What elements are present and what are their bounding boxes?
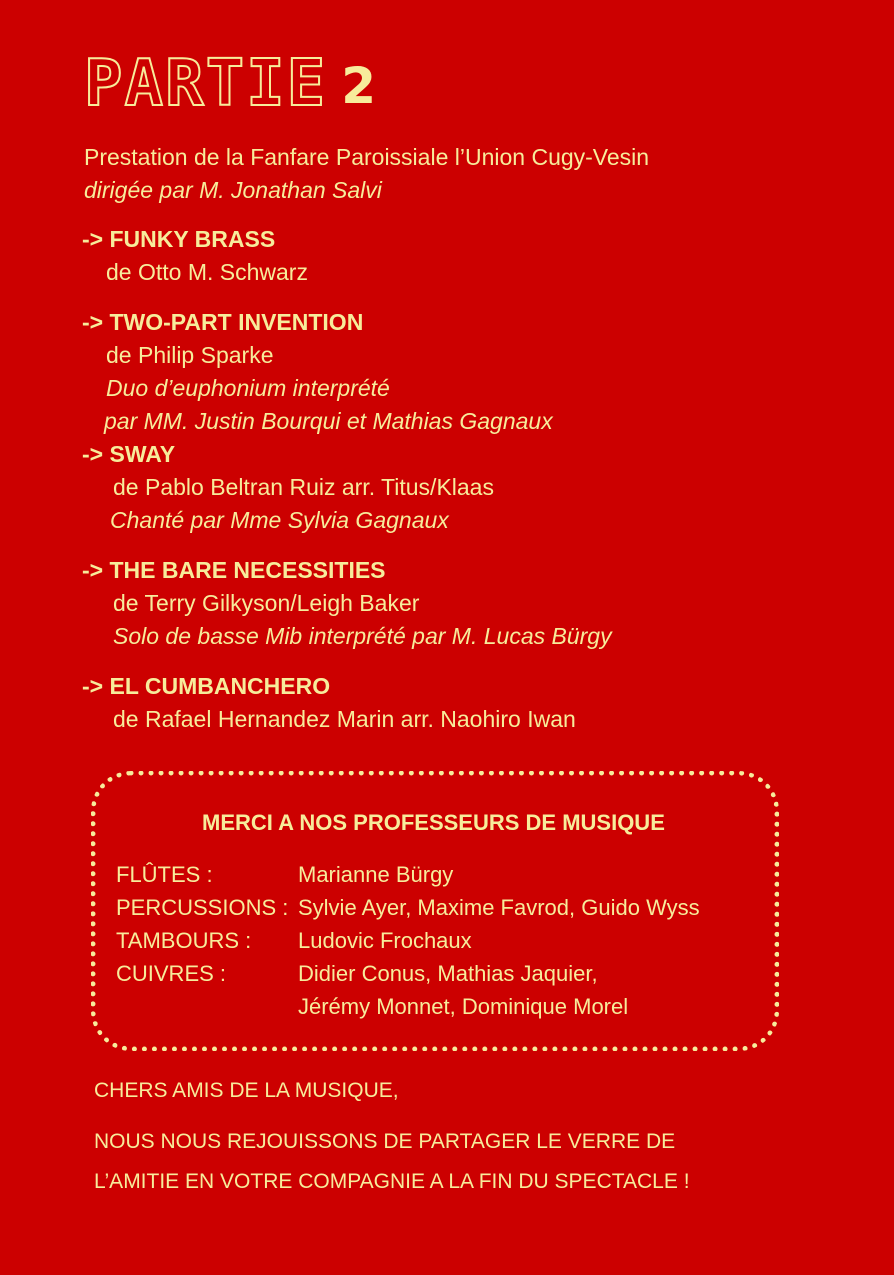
teacher-names: Sylvie Ayer, Maxime Favrod, Guido Wyss (298, 895, 700, 920)
teacher-instrument: PERCUSSIONS : (116, 895, 289, 920)
teacher-row (116, 993, 628, 1021)
thanks-title: MERCI A NOS PROFESSEURS DE MUSIQUE (202, 810, 665, 835)
piece-composer: de Otto M. Schwarz (106, 259, 308, 285)
teacher-row (116, 960, 598, 988)
footer-message: L’AMITIE EN VOTRE COMPAGNIE A LA FIN DU SPECTACLE ! (94, 1170, 690, 1193)
teacher-names: Marianne Bürgy (298, 862, 454, 887)
piece-composer: de Terry Gilkyson/Leigh Baker (113, 590, 420, 616)
page-title (84, 47, 376, 121)
teacher-instrument: CUIVRES : (116, 961, 227, 986)
teacher-row (116, 861, 453, 889)
intro-line: Prestation de la Fanfare Paroissiale l’Union Cugy-Vesin (84, 144, 650, 170)
footer-message: NOUS NOUS REJOUISSONS DE PARTAGER LE VERRE DE (94, 1130, 676, 1153)
piece-note: Chanté par Mme Sylvia Gagnaux (110, 507, 449, 533)
piece-note: par MM. Justin Bourqui et Mathias Gagnaux (104, 408, 553, 434)
piece-title: -> THE BARE NECESSITIES (82, 557, 386, 583)
teacher-row (116, 927, 472, 955)
piece-note: Duo d’euphonium interprété (106, 375, 390, 401)
teacher-names: Jérémy Monnet, Dominique Morel (298, 994, 629, 1019)
title-number: 2 (341, 57, 376, 115)
teacher-instrument: FLÛTES : (116, 862, 213, 887)
piece-composer: de Pablo Beltran Ruiz arr. Titus/Klaas (113, 474, 494, 500)
teacher-row (116, 894, 700, 922)
piece-title: -> SWAY (82, 441, 176, 467)
piece-note: Solo de basse Mib interprété par M. Lucas Bürgy (113, 623, 612, 649)
title-word: PARTIE (84, 47, 328, 121)
teacher-names: Ludovic Frochaux (298, 928, 472, 953)
footer-greeting: CHERS AMIS DE LA MUSIQUE, (94, 1079, 399, 1102)
piece-composer: de Rafael Hernandez Marin arr. Naohiro Iwan (113, 706, 576, 732)
piece-title: -> EL CUMBANCHERO (82, 673, 331, 699)
teacher-instrument: TAMBOURS : (116, 928, 252, 953)
intro-conductor: dirigée par M. Jonathan Salvi (84, 177, 382, 203)
piece-composer: de Philip Sparke (106, 342, 274, 368)
piece-title: -> TWO-PART INVENTION (82, 309, 364, 335)
piece-title: -> FUNKY BRASS (82, 226, 276, 252)
teacher-names: Didier Conus, Mathias Jaquier, (298, 961, 598, 986)
